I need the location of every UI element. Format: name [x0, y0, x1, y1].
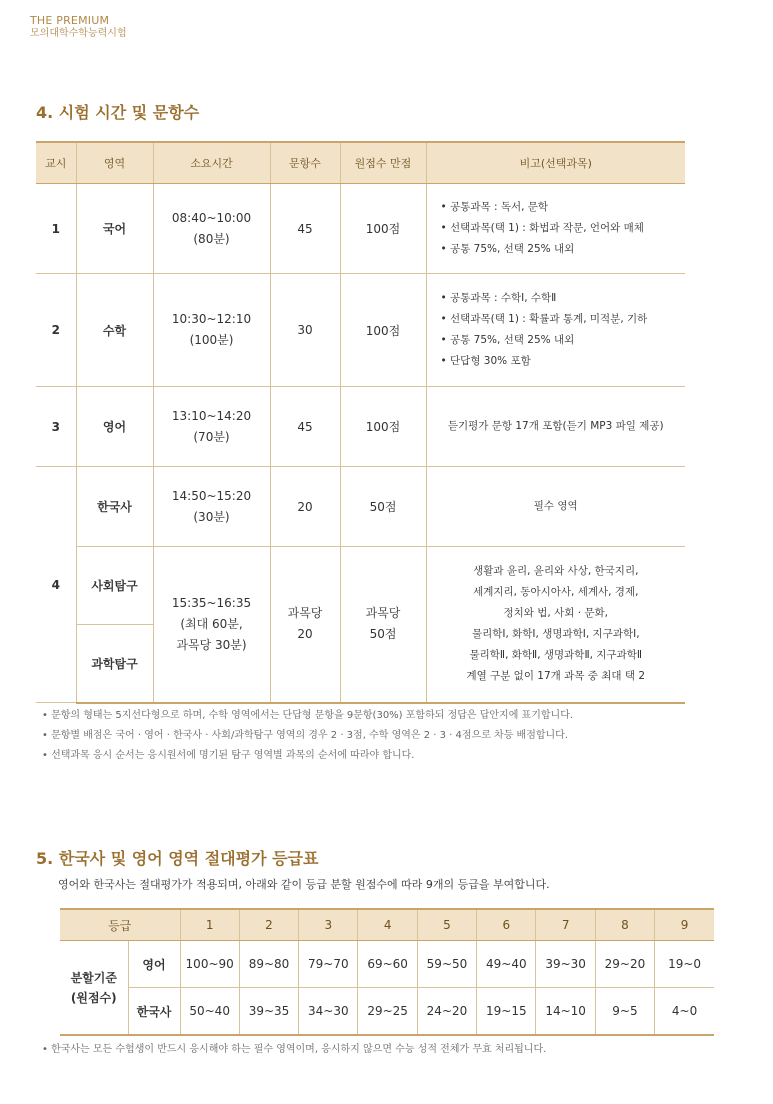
score-cell	[340, 547, 426, 703]
count-cell: 30	[270, 274, 340, 387]
grade-cell: 9	[655, 909, 714, 941]
score-value: 50점	[369, 627, 397, 642]
duration: (80분)	[193, 231, 230, 246]
time-cell	[153, 547, 270, 703]
grade-header-row	[60, 909, 714, 941]
criteria-label-line: (원점수)	[70, 990, 117, 1005]
table-row	[36, 387, 685, 467]
section4-footnotes	[42, 706, 573, 766]
grade-cell: 1	[180, 909, 239, 941]
grade-cell: 2	[239, 909, 298, 941]
footnote: • 선택과목 응시 순서는 응시원서에 명기된 탐구 영역별 과목의 순서에 따라야 합니다.	[42, 750, 415, 761]
header-area: 영역	[76, 142, 153, 184]
time-cell	[153, 467, 270, 547]
time-range: 13:10~14:20	[171, 408, 252, 423]
score-range: 59~50	[417, 941, 476, 988]
english-row	[60, 941, 714, 988]
brand	[30, 14, 127, 40]
score-range: 89~80	[239, 941, 298, 988]
note-line: • 단답형 30% 포함	[440, 355, 531, 367]
count-cell: 45	[270, 184, 340, 274]
period-cell: 2	[36, 274, 76, 387]
header-count: 문항수	[270, 142, 340, 184]
grade-cell: 5	[417, 909, 476, 941]
score-range: 19~0	[655, 941, 714, 988]
count-cell: 45	[270, 387, 340, 467]
score-range: 19~15	[477, 988, 536, 1036]
note-line: 물리학Ⅱ, 화학Ⅱ, 생명과학Ⅱ, 지구과학Ⅱ	[469, 649, 643, 662]
section5-intro: 영어와 한국사는 절대평가가 적용되며, 아래와 같이 등급 분할 원점수에 따라 9개의 등급을 부여합니다.	[58, 878, 550, 891]
notes-cell: 듣기평가 문항 17개 포함(듣기 MP3 파일 제공)	[426, 387, 685, 467]
duration: (100분)	[189, 333, 234, 347]
score-range: 50~40	[180, 988, 239, 1036]
header-score: 원점수 만점	[340, 142, 426, 184]
grade-cell: 7	[536, 909, 595, 941]
score-range: 9~5	[595, 988, 654, 1036]
note-line: 정치와 법, 사회 · 문화,	[503, 607, 608, 620]
area-cell: 수학	[76, 274, 153, 387]
period-cell: 3	[36, 387, 76, 467]
notes-cell	[426, 184, 685, 274]
score-range: 24~20	[417, 988, 476, 1036]
note-line: 생활과 윤리, 윤리와 사상, 한국지리,	[473, 565, 639, 578]
section5-title: 5. 한국사 및 영어 영역 절대평가 등급표	[36, 849, 319, 868]
table-row	[36, 547, 685, 625]
table-row	[36, 467, 685, 547]
note-line: 물리학Ⅰ, 화학Ⅰ, 생명과학Ⅰ, 지구과학Ⅰ,	[471, 628, 640, 641]
grade-cell: 6	[477, 909, 536, 941]
score-range: 49~40	[477, 941, 536, 988]
score-cell: 50점	[340, 467, 426, 547]
note-line: • 선택과목(택 1) : 확률과 통계, 미적분, 기하	[440, 313, 648, 325]
note-line: 계열 구분 없이 17개 과목 중 최대 택 2	[466, 670, 646, 683]
area-cell: 국어	[76, 184, 153, 274]
note-line: • 공통과목 : 수학Ⅰ, 수학Ⅱ	[440, 292, 557, 304]
time-range: 10:30~12:10	[171, 312, 252, 326]
score-range: 29~25	[358, 988, 417, 1036]
note-line: • 선택과목(택 1) : 화법과 작문, 언어와 매체	[440, 222, 644, 234]
section4-title: 4. 시험 시간 및 문항수	[36, 103, 200, 122]
score-range: 39~30	[536, 941, 595, 988]
score-cell: 100점	[340, 387, 426, 467]
score-cell: 100점	[340, 274, 426, 387]
grade-cell: 8	[595, 909, 654, 941]
note-line: • 공통과목 : 독서, 문학	[440, 201, 549, 213]
note-line: • 공통 75%, 선택 25% 내외	[440, 334, 575, 346]
score-range: 29~20	[595, 941, 654, 988]
area-cell: 사회탐구	[76, 547, 153, 625]
notes-cell	[426, 547, 685, 703]
score-range: 14~10	[536, 988, 595, 1036]
grade-table	[60, 908, 714, 1036]
history-row	[60, 988, 714, 1036]
count-value: 20	[297, 627, 313, 642]
history-label: 한국사	[128, 988, 180, 1036]
grade-label: 등급	[60, 909, 180, 941]
count-cell: 20	[270, 467, 340, 547]
grade-cell: 3	[299, 909, 358, 941]
note-line: 세계지리, 동아시아사, 세계사, 경제,	[473, 586, 639, 599]
brand-korean: 모의대학수학능력시험	[30, 27, 127, 39]
table-header-row	[36, 142, 685, 184]
score-label: 과목당	[365, 606, 401, 621]
score-range: 79~70	[299, 941, 358, 988]
time-cell	[153, 184, 270, 274]
header-notes: 비고(선택과목)	[426, 142, 685, 184]
score-range: 34~30	[299, 988, 358, 1036]
brand-english: THE PREMIUM	[30, 14, 110, 27]
score-range: 39~35	[239, 988, 298, 1036]
duration: 과목당 30분)	[176, 637, 247, 652]
area-cell: 과학탐구	[76, 625, 153, 703]
score-cell: 100점	[340, 184, 426, 274]
score-range: 4~0	[655, 988, 714, 1036]
table-row	[36, 184, 685, 274]
table-row	[36, 274, 685, 387]
header-period: 교시	[36, 142, 76, 184]
count-label: 과목당	[287, 606, 323, 621]
criteria-label-line: 분할기준	[70, 970, 117, 985]
exam-schedule-table	[36, 141, 685, 704]
duration: (30분)	[193, 509, 230, 524]
footnote: • 문항별 배점은 국어 · 영어 · 한국사 · 사회/과학탐구 영역의 경우 2 · 3점, 수학 영역은 2 · 3 · 4점으로 차등 배점합니다.	[42, 730, 569, 741]
criteria-label	[60, 941, 128, 1036]
header-time: 소요시간	[153, 142, 270, 184]
note-line: • 공통 75%, 선택 25% 내외	[440, 243, 575, 255]
grade-cell: 4	[358, 909, 417, 941]
notes-cell	[426, 274, 685, 387]
duration: (70분)	[193, 429, 230, 444]
footnote: • 문항의 형태는 5지선다형으로 하며, 수학 영역에서는 단답형 문항을 9문항(30%) 포함하되 정답은 답안지에 표기합니다.	[42, 710, 574, 721]
english-label: 영어	[128, 941, 180, 988]
area-cell: 한국사	[76, 467, 153, 547]
time-cell	[153, 274, 270, 387]
count-cell	[270, 547, 340, 703]
time-cell	[153, 387, 270, 467]
notes-cell: 필수 영역	[426, 467, 685, 547]
area-cell: 영어	[76, 387, 153, 467]
score-range: 69~60	[358, 941, 417, 988]
section5-footnote: • 한국사는 모든 수험생이 반드시 응시해야 하는 필수 영역이며, 응시하지 않으면 수능 성적 전체가 무효 처리됩니다.	[42, 1044, 547, 1055]
period-cell: 4	[36, 467, 76, 703]
score-range: 100~90	[180, 941, 239, 988]
duration: (최대 60분,	[180, 616, 243, 631]
time-range: 14:50~15:20	[171, 488, 252, 503]
period-cell: 1	[36, 184, 76, 274]
time-range: 08:40~10:00	[171, 210, 252, 225]
time-range: 15:35~16:35	[171, 595, 252, 610]
